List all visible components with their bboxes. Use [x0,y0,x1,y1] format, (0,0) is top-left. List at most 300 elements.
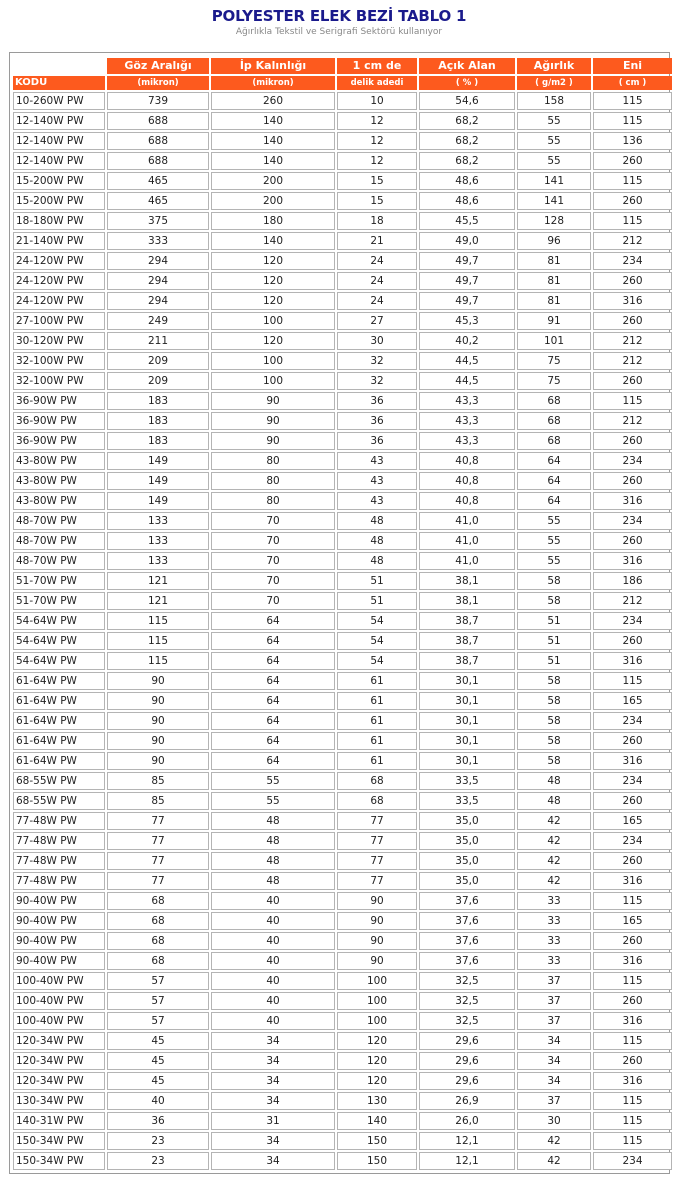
table-row [13,192,672,210]
cell-agirlik: 55 [517,512,591,530]
cell-goz-araligi: 68 [107,912,209,930]
cell-kodu: 12-140W PW [13,152,105,170]
cell-eni: 234 [593,1152,672,1170]
cell-delik-adedi: 100 [337,992,417,1010]
unit-ip-kalinligi: (mikron) [211,76,335,90]
cell-kodu: 36-90W PW [13,412,105,430]
cell-kodu: 51-70W PW [13,592,105,610]
table-row [13,1032,672,1050]
cell-agirlik: 34 [517,1072,591,1090]
unit-delik-adedi: delik adedi [337,76,417,90]
cell-delik-adedi: 120 [337,1072,417,1090]
cell-acik-alan: 40,8 [419,452,515,470]
cell-goz-araligi: 183 [107,392,209,410]
cell-ip-kalinligi: 80 [211,492,335,510]
cell-goz-araligi: 68 [107,892,209,910]
cell-agirlik: 55 [517,152,591,170]
cell-kodu: 12-140W PW [13,112,105,130]
cell-kodu: 48-70W PW [13,552,105,570]
table-row [13,1132,672,1150]
table-row [13,632,672,650]
cell-eni: 115 [593,1092,672,1110]
cell-agirlik: 51 [517,612,591,630]
cell-delik-adedi: 32 [337,372,417,390]
cell-delik-adedi: 36 [337,432,417,450]
cell-agirlik: 58 [517,692,591,710]
cell-goz-araligi: 688 [107,112,209,130]
cell-agirlik: 68 [517,432,591,450]
cell-delik-adedi: 10 [337,92,417,110]
table-row [13,472,672,490]
cell-eni: 316 [593,752,672,770]
cell-eni: 115 [593,892,672,910]
cell-ip-kalinligi: 90 [211,392,335,410]
cell-eni: 260 [593,632,672,650]
table-row [13,832,672,850]
cell-acik-alan: 38,1 [419,592,515,610]
cell-eni: 234 [593,252,672,270]
cell-eni: 260 [593,792,672,810]
cell-kodu: 54-64W PW [13,632,105,650]
header-ip-kalinligi: İp Kalınlığı [211,58,335,74]
cell-ip-kalinligi: 48 [211,812,335,830]
cell-goz-araligi: 115 [107,632,209,650]
cell-goz-araligi: 68 [107,932,209,950]
cell-agirlik: 37 [517,1092,591,1110]
cell-ip-kalinligi: 70 [211,572,335,590]
cell-kodu: 43-80W PW [13,472,105,490]
cell-eni: 260 [593,152,672,170]
cell-eni: 316 [593,952,672,970]
cell-ip-kalinligi: 80 [211,452,335,470]
header-agirlik: Ağırlık [517,58,591,74]
cell-acik-alan: 68,2 [419,112,515,130]
cell-kodu: 90-40W PW [13,952,105,970]
cell-kodu: 36-90W PW [13,432,105,450]
cell-agirlik: 33 [517,912,591,930]
cell-agirlik: 101 [517,332,591,350]
cell-eni: 212 [593,352,672,370]
cell-eni: 316 [593,652,672,670]
cell-agirlik: 55 [517,532,591,550]
cell-acik-alan: 54,6 [419,92,515,110]
cell-kodu: 24-120W PW [13,272,105,290]
cell-acik-alan: 30,1 [419,712,515,730]
cell-kodu: 18-180W PW [13,212,105,230]
cell-kodu: 140-31W PW [13,1112,105,1130]
cell-agirlik: 34 [517,1032,591,1050]
cell-goz-araligi: 133 [107,512,209,530]
cell-ip-kalinligi: 70 [211,552,335,570]
cell-kodu: 61-64W PW [13,752,105,770]
cell-ip-kalinligi: 34 [211,1052,335,1070]
cell-acik-alan: 35,0 [419,812,515,830]
table-row [13,132,672,150]
cell-agirlik: 141 [517,172,591,190]
cell-goz-araligi: 23 [107,1152,209,1170]
cell-agirlik: 68 [517,412,591,430]
cell-ip-kalinligi: 80 [211,472,335,490]
cell-goz-araligi: 90 [107,712,209,730]
table-row [13,732,672,750]
cell-ip-kalinligi: 100 [211,312,335,330]
cell-eni: 165 [593,692,672,710]
cell-ip-kalinligi: 90 [211,412,335,430]
table-row [13,432,672,450]
cell-goz-araligi: 688 [107,132,209,150]
cell-eni: 234 [593,612,672,630]
cell-kodu: 77-48W PW [13,812,105,830]
cell-agirlik: 96 [517,232,591,250]
cell-eni: 186 [593,572,672,590]
cell-kodu: 61-64W PW [13,712,105,730]
cell-delik-adedi: 54 [337,612,417,630]
cell-delik-adedi: 48 [337,552,417,570]
cell-ip-kalinligi: 40 [211,972,335,990]
cell-agirlik: 37 [517,992,591,1010]
cell-delik-adedi: 61 [337,712,417,730]
table-row [13,872,672,890]
cell-acik-alan: 45,5 [419,212,515,230]
cell-goz-araligi: 90 [107,692,209,710]
cell-agirlik: 64 [517,472,591,490]
cell-goz-araligi: 115 [107,612,209,630]
cell-delik-adedi: 24 [337,252,417,270]
cell-goz-araligi: 249 [107,312,209,330]
cell-goz-araligi: 45 [107,1072,209,1090]
cell-delik-adedi: 27 [337,312,417,330]
cell-agirlik: 42 [517,1152,591,1170]
cell-ip-kalinligi: 40 [211,992,335,1010]
cell-kodu: 24-120W PW [13,292,105,310]
cell-acik-alan: 38,1 [419,572,515,590]
table-row [13,612,672,630]
cell-ip-kalinligi: 34 [211,1152,335,1170]
table-row [13,392,672,410]
cell-ip-kalinligi: 100 [211,352,335,370]
cell-goz-araligi: 121 [107,592,209,610]
cell-eni: 115 [593,1112,672,1130]
cell-acik-alan: 45,3 [419,312,515,330]
table-row [13,852,672,870]
cell-eni: 260 [593,312,672,330]
cell-goz-araligi: 121 [107,572,209,590]
unit-agirlik: ( g/m2 ) [517,76,591,90]
cell-acik-alan: 30,1 [419,692,515,710]
cell-ip-kalinligi: 64 [211,652,335,670]
cell-kodu: 51-70W PW [13,572,105,590]
cell-delik-adedi: 36 [337,392,417,410]
cell-delik-adedi: 100 [337,1012,417,1030]
cell-delik-adedi: 130 [337,1092,417,1110]
cell-goz-araligi: 45 [107,1032,209,1050]
cell-kodu: 36-90W PW [13,392,105,410]
table-row [13,792,672,810]
cell-eni: 260 [593,532,672,550]
cell-goz-araligi: 77 [107,872,209,890]
cell-ip-kalinligi: 120 [211,332,335,350]
cell-eni: 234 [593,712,672,730]
cell-agirlik: 64 [517,452,591,470]
cell-delik-adedi: 120 [337,1032,417,1050]
table-row [13,172,672,190]
cell-goz-araligi: 36 [107,1112,209,1130]
cell-agirlik: 58 [517,712,591,730]
cell-acik-alan: 40,2 [419,332,515,350]
polyester-mesh-table [11,56,674,1172]
cell-agirlik: 128 [517,212,591,230]
cell-ip-kalinligi: 64 [211,672,335,690]
cell-kodu: 27-100W PW [13,312,105,330]
cell-ip-kalinligi: 120 [211,272,335,290]
cell-ip-kalinligi: 64 [211,692,335,710]
table-row [13,952,672,970]
cell-kodu: 120-34W PW [13,1072,105,1090]
table-row [13,332,672,350]
cell-ip-kalinligi: 34 [211,1092,335,1110]
cell-acik-alan: 48,6 [419,172,515,190]
cell-eni: 260 [593,192,672,210]
table-row [13,252,672,270]
cell-kodu: 12-140W PW [13,132,105,150]
cell-kodu: 48-70W PW [13,512,105,530]
cell-ip-kalinligi: 40 [211,932,335,950]
cell-delik-adedi: 51 [337,592,417,610]
cell-delik-adedi: 54 [337,632,417,650]
cell-agirlik: 48 [517,772,591,790]
cell-acik-alan: 37,6 [419,952,515,970]
cell-eni: 260 [593,472,672,490]
header-goz-araligi: Göz Aralığı [107,58,209,74]
cell-agirlik: 42 [517,1132,591,1150]
cell-eni: 234 [593,772,672,790]
cell-kodu: 90-40W PW [13,892,105,910]
cell-eni: 260 [593,432,672,450]
header-eni: Eni [593,58,672,74]
cell-delik-adedi: 54 [337,652,417,670]
table-row [13,1152,672,1170]
cell-goz-araligi: 183 [107,412,209,430]
cell-ip-kalinligi: 140 [211,152,335,170]
cell-acik-alan: 38,7 [419,632,515,650]
cell-eni: 234 [593,832,672,850]
table-row [13,532,672,550]
cell-kodu: 77-48W PW [13,852,105,870]
cell-eni: 260 [593,372,672,390]
cell-goz-araligi: 85 [107,772,209,790]
cell-kodu: 15-200W PW [13,192,105,210]
cell-kodu: 68-55W PW [13,772,105,790]
cell-delik-adedi: 15 [337,172,417,190]
cell-kodu: 24-120W PW [13,252,105,270]
cell-ip-kalinligi: 40 [211,912,335,930]
cell-acik-alan: 49,7 [419,252,515,270]
cell-ip-kalinligi: 70 [211,532,335,550]
cell-goz-araligi: 149 [107,472,209,490]
cell-acik-alan: 40,8 [419,472,515,490]
cell-delik-adedi: 43 [337,452,417,470]
cell-ip-kalinligi: 34 [211,1072,335,1090]
cell-eni: 316 [593,1072,672,1090]
cell-delik-adedi: 43 [337,472,417,490]
cell-agirlik: 81 [517,272,591,290]
cell-delik-adedi: 61 [337,672,417,690]
cell-kodu: 15-200W PW [13,172,105,190]
cell-goz-araligi: 57 [107,1012,209,1030]
cell-agirlik: 37 [517,1012,591,1030]
table-row [13,672,672,690]
cell-acik-alan: 37,6 [419,932,515,950]
cell-agirlik: 64 [517,492,591,510]
cell-agirlik: 141 [517,192,591,210]
cell-delik-adedi: 30 [337,332,417,350]
cell-goz-araligi: 294 [107,252,209,270]
cell-eni: 234 [593,512,672,530]
table-row [13,972,672,990]
cell-ip-kalinligi: 64 [211,732,335,750]
cell-acik-alan: 49,0 [419,232,515,250]
cell-kodu: 10-260W PW [13,92,105,110]
table-body [13,92,672,1170]
cell-acik-alan: 43,3 [419,432,515,450]
cell-acik-alan: 32,5 [419,1012,515,1030]
cell-acik-alan: 49,7 [419,272,515,290]
cell-agirlik: 37 [517,972,591,990]
cell-kodu: 120-34W PW [13,1052,105,1070]
cell-agirlik: 81 [517,252,591,270]
cell-delik-adedi: 48 [337,532,417,550]
cell-goz-araligi: 149 [107,452,209,470]
cell-ip-kalinligi: 200 [211,172,335,190]
cell-agirlik: 81 [517,292,591,310]
cell-eni: 260 [593,852,672,870]
cell-agirlik: 51 [517,652,591,670]
table-row [13,232,672,250]
cell-goz-araligi: 375 [107,212,209,230]
cell-eni: 260 [593,1052,672,1070]
cell-agirlik: 30 [517,1112,591,1130]
table-row [13,652,672,670]
unit-goz-araligi: (mikron) [107,76,209,90]
cell-kodu: 48-70W PW [13,532,105,550]
cell-delik-adedi: 24 [337,272,417,290]
cell-ip-kalinligi: 140 [211,232,335,250]
cell-delik-adedi: 12 [337,152,417,170]
table-row [13,152,672,170]
cell-ip-kalinligi: 48 [211,832,335,850]
cell-goz-araligi: 68 [107,952,209,970]
header-blank-cell [13,58,105,74]
cell-agirlik: 158 [517,92,591,110]
cell-delik-adedi: 90 [337,912,417,930]
header-acik-alan: Açık Alan [419,58,515,74]
cell-acik-alan: 29,6 [419,1032,515,1050]
cell-eni: 212 [593,592,672,610]
cell-acik-alan: 38,7 [419,652,515,670]
cell-delik-adedi: 43 [337,492,417,510]
cell-eni: 316 [593,552,672,570]
cell-delik-adedi: 90 [337,952,417,970]
cell-delik-adedi: 51 [337,572,417,590]
cell-kodu: 100-40W PW [13,1012,105,1030]
cell-delik-adedi: 21 [337,232,417,250]
cell-delik-adedi: 61 [337,732,417,750]
cell-ip-kalinligi: 48 [211,852,335,870]
cell-delik-adedi: 12 [337,112,417,130]
cell-kodu: 100-40W PW [13,992,105,1010]
cell-kodu: 150-34W PW [13,1132,105,1150]
table-row [13,452,672,470]
cell-ip-kalinligi: 64 [211,712,335,730]
table-row [13,932,672,950]
cell-goz-araligi: 90 [107,752,209,770]
cell-ip-kalinligi: 200 [211,192,335,210]
cell-goz-araligi: 209 [107,372,209,390]
cell-kodu: 100-40W PW [13,972,105,990]
cell-agirlik: 55 [517,552,591,570]
cell-ip-kalinligi: 90 [211,432,335,450]
cell-goz-araligi: 115 [107,652,209,670]
cell-kodu: 30-120W PW [13,332,105,350]
cell-goz-araligi: 77 [107,832,209,850]
cell-acik-alan: 30,1 [419,752,515,770]
cell-kodu: 43-80W PW [13,492,105,510]
cell-goz-araligi: 40 [107,1092,209,1110]
table-row [13,272,672,290]
table-row [13,692,672,710]
table-row [13,1012,672,1030]
cell-goz-araligi: 211 [107,332,209,350]
cell-agirlik: 33 [517,892,591,910]
cell-delik-adedi: 77 [337,852,417,870]
cell-ip-kalinligi: 180 [211,212,335,230]
cell-eni: 115 [593,1132,672,1150]
cell-delik-adedi: 18 [337,212,417,230]
cell-ip-kalinligi: 55 [211,792,335,810]
cell-goz-araligi: 739 [107,92,209,110]
cell-acik-alan: 37,6 [419,892,515,910]
cell-agirlik: 33 [517,932,591,950]
header-kodu: KODU [13,76,105,90]
cell-agirlik: 55 [517,132,591,150]
cell-ip-kalinligi: 64 [211,632,335,650]
table-row [13,812,672,830]
cell-kodu: 120-34W PW [13,1032,105,1050]
cell-agirlik: 58 [517,572,591,590]
cell-kodu: 61-64W PW [13,672,105,690]
cell-delik-adedi: 150 [337,1152,417,1170]
cell-eni: 165 [593,912,672,930]
cell-ip-kalinligi: 260 [211,92,335,110]
cell-eni: 115 [593,1032,672,1050]
cell-goz-araligi: 133 [107,532,209,550]
cell-eni: 316 [593,492,672,510]
cell-acik-alan: 26,9 [419,1092,515,1110]
cell-goz-araligi: 465 [107,192,209,210]
cell-acik-alan: 40,8 [419,492,515,510]
cell-acik-alan: 35,0 [419,832,515,850]
cell-agirlik: 42 [517,812,591,830]
cell-eni: 234 [593,452,672,470]
cell-ip-kalinligi: 40 [211,1012,335,1030]
cell-eni: 115 [593,972,672,990]
cell-kodu: 32-100W PW [13,372,105,390]
cell-ip-kalinligi: 31 [211,1112,335,1130]
cell-eni: 115 [593,92,672,110]
cell-ip-kalinligi: 40 [211,892,335,910]
cell-goz-araligi: 688 [107,152,209,170]
cell-acik-alan: 48,6 [419,192,515,210]
